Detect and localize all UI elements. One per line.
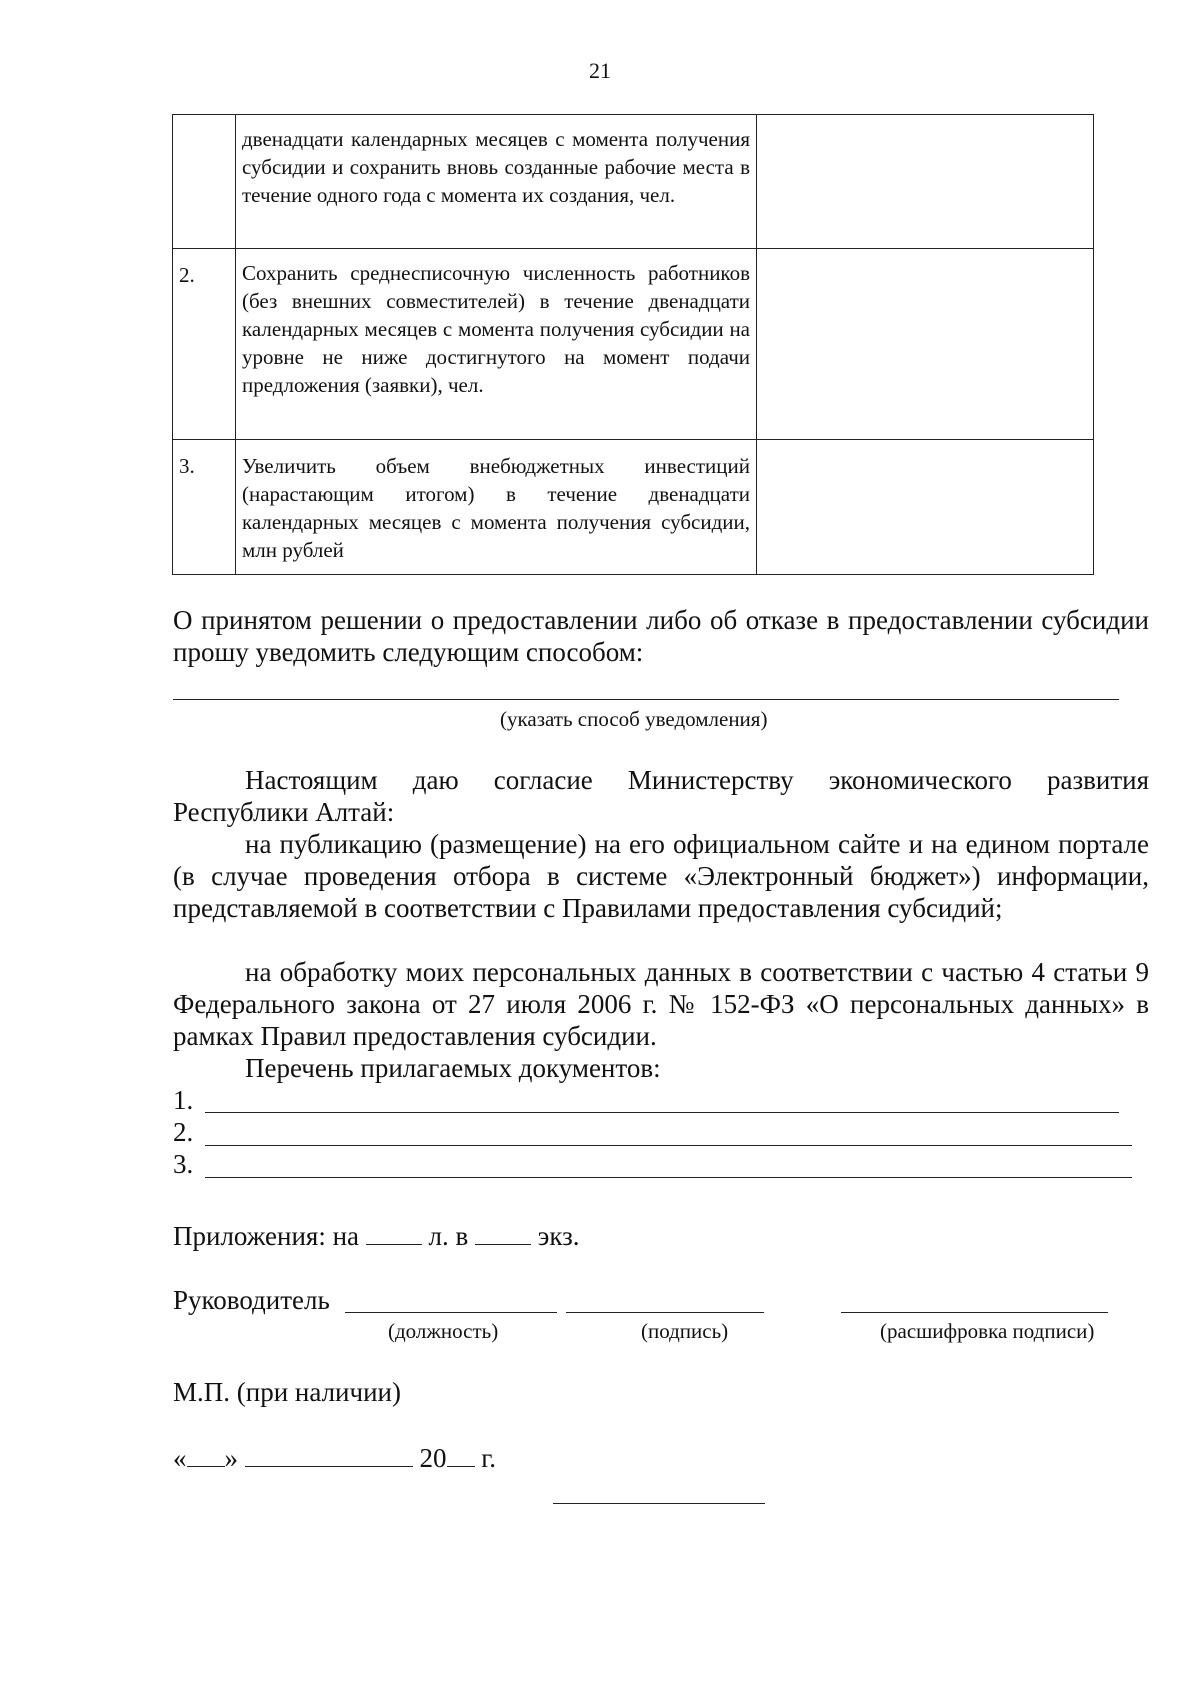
attachments-line xyxy=(173,1220,580,1252)
consent-personal-data: на обработку моих персональных данных в соответствии с частью 4 статьи 9 Федерального закона от 27 июля 2006 г. № 152-ФЗ «О персональных данных» в рамках Правил предоставления субсидии. xyxy=(173,957,1149,1051)
document-item-field[interactable] xyxy=(205,1112,1119,1113)
row-number: 3. xyxy=(173,440,236,575)
document-item-field[interactable] xyxy=(205,1145,1132,1146)
page-number: 21 xyxy=(589,58,611,83)
table-row xyxy=(173,115,1094,249)
month-field[interactable] xyxy=(245,1444,413,1467)
attachments-pages-field[interactable] xyxy=(366,1222,422,1245)
signature-label: Руководитель xyxy=(173,1285,330,1315)
signature-decoding-caption: (расшифровка подписи) xyxy=(880,1319,1095,1343)
date-close-quote: » xyxy=(224,1443,238,1473)
row-number: 2. xyxy=(173,249,236,440)
notify-method-field[interactable] xyxy=(173,699,1119,700)
indicator-value[interactable] xyxy=(757,115,1094,249)
signature-decoding-field[interactable] xyxy=(841,1312,1108,1313)
indicator-value[interactable] xyxy=(757,440,1094,575)
document-item-number: 1. xyxy=(173,1085,194,1115)
date-line xyxy=(173,1442,496,1474)
table-row xyxy=(173,440,1094,575)
table-row xyxy=(173,249,1094,440)
signature-field[interactable] xyxy=(566,1312,764,1313)
indicator-value[interactable] xyxy=(757,249,1094,440)
attachments-suffix: экз. xyxy=(537,1221,580,1251)
position-caption: (должность) xyxy=(388,1319,499,1343)
indicator-text: Сохранить среднесписочную численность работников (без внешних совместителей) в течение двенадцати календарных месяцев с момента получения субсидии на уровне не ниже достигнутого на момент подачи предложения (заявки), чел. xyxy=(242,261,750,397)
stamp-label: М.П. (при наличии) xyxy=(173,1377,401,1407)
row-number xyxy=(173,115,236,249)
consent-intro: Настоящим даю согласие Министерству экономического развития Республики Алтай: xyxy=(173,765,1149,827)
indicator-text: Увеличить объем внебюджетных инвестиций (нарастающим итогом) в течение двенадцати календарных месяцев с момента получения субсидии, млн рублей xyxy=(242,454,750,562)
document-item-number: 2. xyxy=(173,1117,194,1147)
indicators-table xyxy=(172,114,1094,575)
notify-method-caption: (указать способ уведомления) xyxy=(500,707,768,731)
document-item-number: 3. xyxy=(173,1149,194,1179)
documents-title: Перечень прилагаемых документов: xyxy=(245,1053,661,1083)
day-field[interactable] xyxy=(187,1444,225,1467)
attachments-copies-field[interactable] xyxy=(475,1222,531,1245)
attachments-middle: л. в xyxy=(428,1221,469,1251)
consent-publication: на публикацию (размещение) на его официальном сайте и на едином портале (в случае проведения отбора в системе «Электронный бюджет») информации, представляемой в соответствии с Правилами предоставления субсидий; xyxy=(173,829,1149,923)
date-open-quote: « xyxy=(173,1443,187,1473)
document-item-field[interactable] xyxy=(205,1177,1132,1178)
year-suffix: г. xyxy=(481,1443,497,1473)
year-prefix: 20 xyxy=(419,1443,447,1473)
attachments-prefix: Приложения: на xyxy=(173,1221,360,1251)
year-field[interactable] xyxy=(447,1444,475,1467)
notify-paragraph: О принятом решении о предоставлении либо об отказе в предоставлении субсидии прошу уведомить следующим способом: xyxy=(173,605,1149,667)
indicator-text: двенадцати календарных месяцев с момента получения субсидии и сохранить вновь созданные рабочие места в течение одного года с момента их создания, чел. xyxy=(242,127,750,207)
end-divider xyxy=(553,1503,765,1504)
signature-caption: (подпись) xyxy=(641,1319,729,1343)
position-field[interactable] xyxy=(345,1312,557,1313)
